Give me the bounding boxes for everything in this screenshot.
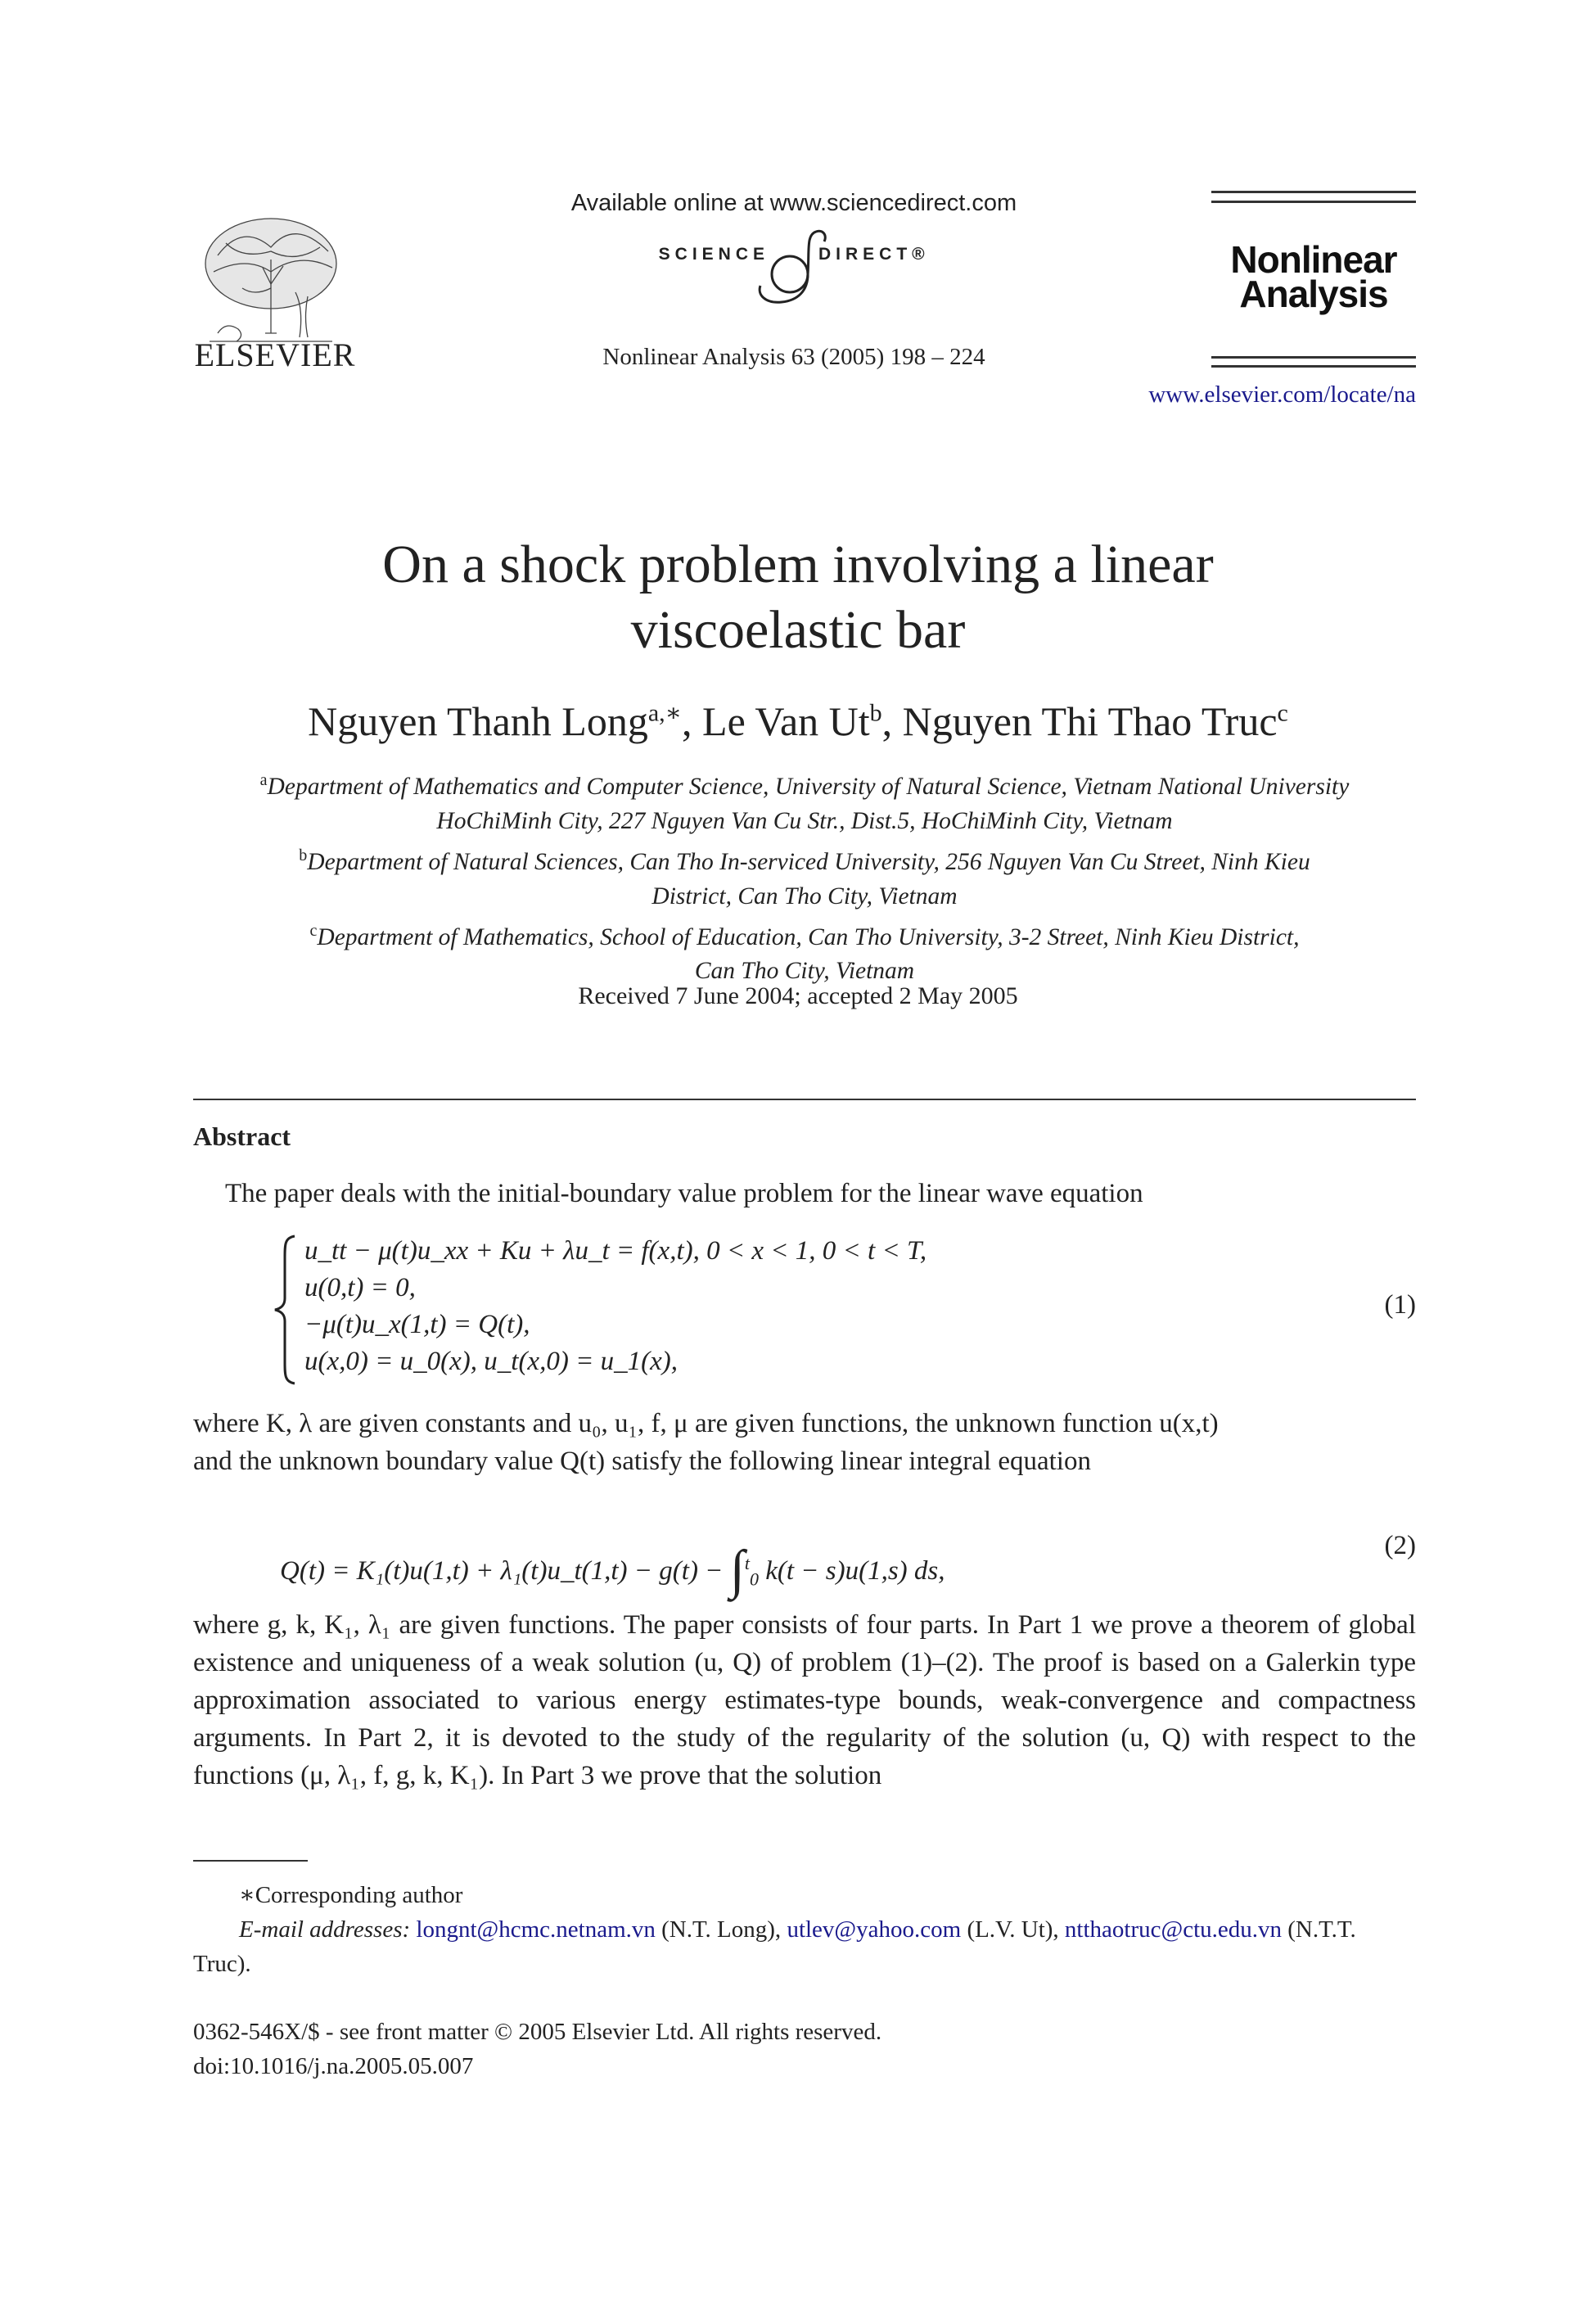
affiliation-c <box>193 914 1416 989</box>
affiliation-line: Department of Mathematics and Computer Science, University of Natural Science, Vietnam National University <box>267 773 1350 800</box>
affiliation-line: Department of Natural Sciences, Can Tho In-serviced University, 256 Nguyen Van Cu Street, Ninh Kieu <box>307 848 1310 875</box>
abstract-intro: The paper deals with the initial-boundary value problem for the linear wave equation <box>225 1179 1143 1208</box>
affiliation-b <box>193 838 1416 914</box>
journal-rule-bottom-2 <box>1211 365 1416 368</box>
email-owner: (N.T. Long), <box>661 1916 782 1943</box>
left-brace-icon <box>270 1233 303 1387</box>
email-label: E-mail addresses: <box>239 1916 411 1943</box>
journal-rule-bottom-1 <box>1211 356 1416 359</box>
title-line2: viscoelastic bar <box>630 600 966 660</box>
affiliation-line: District, Can Tho City, Vietnam <box>651 882 958 909</box>
journal-title <box>1203 238 1424 315</box>
para-line: where K, λ are given constants and u₀, u₁, f, μ are given functions, the unknown function u(x,t) <box>193 1409 1219 1438</box>
affiliation-line: Can Tho City, Vietnam <box>694 958 915 985</box>
equation-2-number: (2) <box>1384 1531 1416 1560</box>
abstract-para-2 <box>193 1405 1416 1480</box>
sciencedirect-left: SCIENCE <box>658 245 769 264</box>
equation-1-number: (1) <box>1384 1290 1416 1320</box>
integral-upper: t <box>744 1553 750 1573</box>
affiliation-sup: a <box>259 771 268 789</box>
journal-rule-top-1 <box>1211 191 1416 193</box>
author-name: Nguyen Thanh Long <box>308 698 648 744</box>
author-name: Le Van Ut <box>702 698 870 744</box>
email-owner: (L.V. Ut), <box>967 1916 1059 1943</box>
author-sup: c <box>1277 699 1288 727</box>
email-link-ut[interactable]: utlev@yahoo.com <box>787 1916 962 1943</box>
journal-reference: Nonlinear Analysis 63 (2005) 198 – 224 <box>602 344 985 370</box>
author-sup: a,∗ <box>647 699 683 727</box>
equation-1 <box>270 1233 1416 1388</box>
email-owner: (N.T.T. Truc). <box>193 1916 1356 1977</box>
sciencedirect-right: DIRECT® <box>818 245 930 264</box>
author-list: Nguyen Thanh Long$^{a,∗}$, Le Van Ut$^b$, Nguyen Thi Thao Truc$^c$ <box>308 698 1288 744</box>
affiliation-line: HoChiMinh City, 227 Nguyen Van Cu Str., Dist.5, HoChiMinh City, Vietnam <box>436 807 1173 834</box>
front-matter-note: 0362-546X/$ - see front matter © 2005 Elsevier Ltd. All rights reserved. <box>193 2019 882 2045</box>
affiliation-a <box>193 763 1416 838</box>
abstract-body: where g, k, K₁, λ₁ are given functions. The paper consists of four parts. In Part 1 we prove a theorem of global existence and uniqueness of a weak solution (u, Q) of problem (1)–(2). The proof is based on a Galerkin type approximation associated to various energy estimates-type bounds, weak-convergence and compactness arguments. In Part 2, it is devoted to the study of the regularity of the solution (u, Q) with respect to the functions (μ, λ₁, f, g, k, K₁). In Part 3 we prove that the solution <box>193 1610 1416 1790</box>
integral-lower: 0 <box>749 1568 759 1590</box>
abstract-rule <box>193 1099 1416 1100</box>
author-sup: b <box>869 699 882 727</box>
eq1-line: u(0,t) = 0, <box>304 1273 416 1302</box>
email-link-long[interactable]: longnt@hcmc.netnam.vn <box>416 1916 656 1943</box>
title-line1: On a shock problem involving a linear <box>382 535 1214 594</box>
journal-url-link[interactable]: www.elsevier.com/locate/na <box>1148 381 1416 408</box>
affiliation-line: Department of Mathematics, School of Education, Can Tho University, 3-2 Street, Ninh Kieu District, <box>317 923 1300 950</box>
affiliation-sup: b <box>299 846 308 864</box>
publisher-name: ELSEVIER <box>194 336 356 373</box>
author-name: Nguyen Thi Thao Truc <box>902 698 1278 744</box>
eq1-line: u_tt − μ(t)u_xx + Ku + λu_t = f(x,t), 0 < x < 1, 0 < t < T, <box>304 1236 927 1266</box>
eq1-line: u(x,0) = u_0(x), u_t(x,0) = u_1(x), <box>304 1347 678 1376</box>
integral-sign-icon: ∫ <box>729 1540 745 1600</box>
sciencedirect-logo <box>491 233 1097 307</box>
page-header <box>0 0 1596 426</box>
equation-2-body <box>280 1531 945 1600</box>
corresponding-author-note: ∗Corresponding author <box>239 1882 463 1908</box>
received-dates: Received 7 June 2004; accepted 2 May 2005 <box>578 982 1018 1009</box>
sciencedirect-d-icon <box>749 225 839 307</box>
journal-rule-top-2 <box>1211 201 1416 203</box>
affiliation-sup: c <box>309 921 318 940</box>
email-link-truc[interactable]: ntthaotruc@ctu.edu.vn <box>1064 1916 1282 1943</box>
email-addresses <box>193 1912 1416 1981</box>
eq2-rhs: k(t − s)u(1,s) ds, <box>765 1556 945 1586</box>
doi: doi:10.1016/j.na.2005.05.007 <box>193 2053 474 2079</box>
equation-2 <box>193 1498 1416 1600</box>
equation-1-lines <box>304 1233 926 1380</box>
available-online: Available online at www.sciencedirect.com <box>570 190 1017 216</box>
article-title <box>246 532 1350 663</box>
affiliations <box>193 763 1416 988</box>
abstract-heading: Abstract <box>193 1122 291 1151</box>
footnote-rule <box>193 1860 308 1862</box>
eq2-lhs: Q(t) = K₁(t)u(1,t) + λ₁(t)u_t(1,t) − g(t) − <box>280 1556 724 1586</box>
journal-title-line2: Analysis <box>1239 273 1388 315</box>
eq1-line: −μ(t)u_x(1,t) = Q(t), <box>304 1310 530 1339</box>
journal-title-line1: Nonlinear <box>1230 238 1397 281</box>
para-line: and the unknown boundary value Q(t) satisfy the following linear integral equation <box>193 1447 1091 1476</box>
